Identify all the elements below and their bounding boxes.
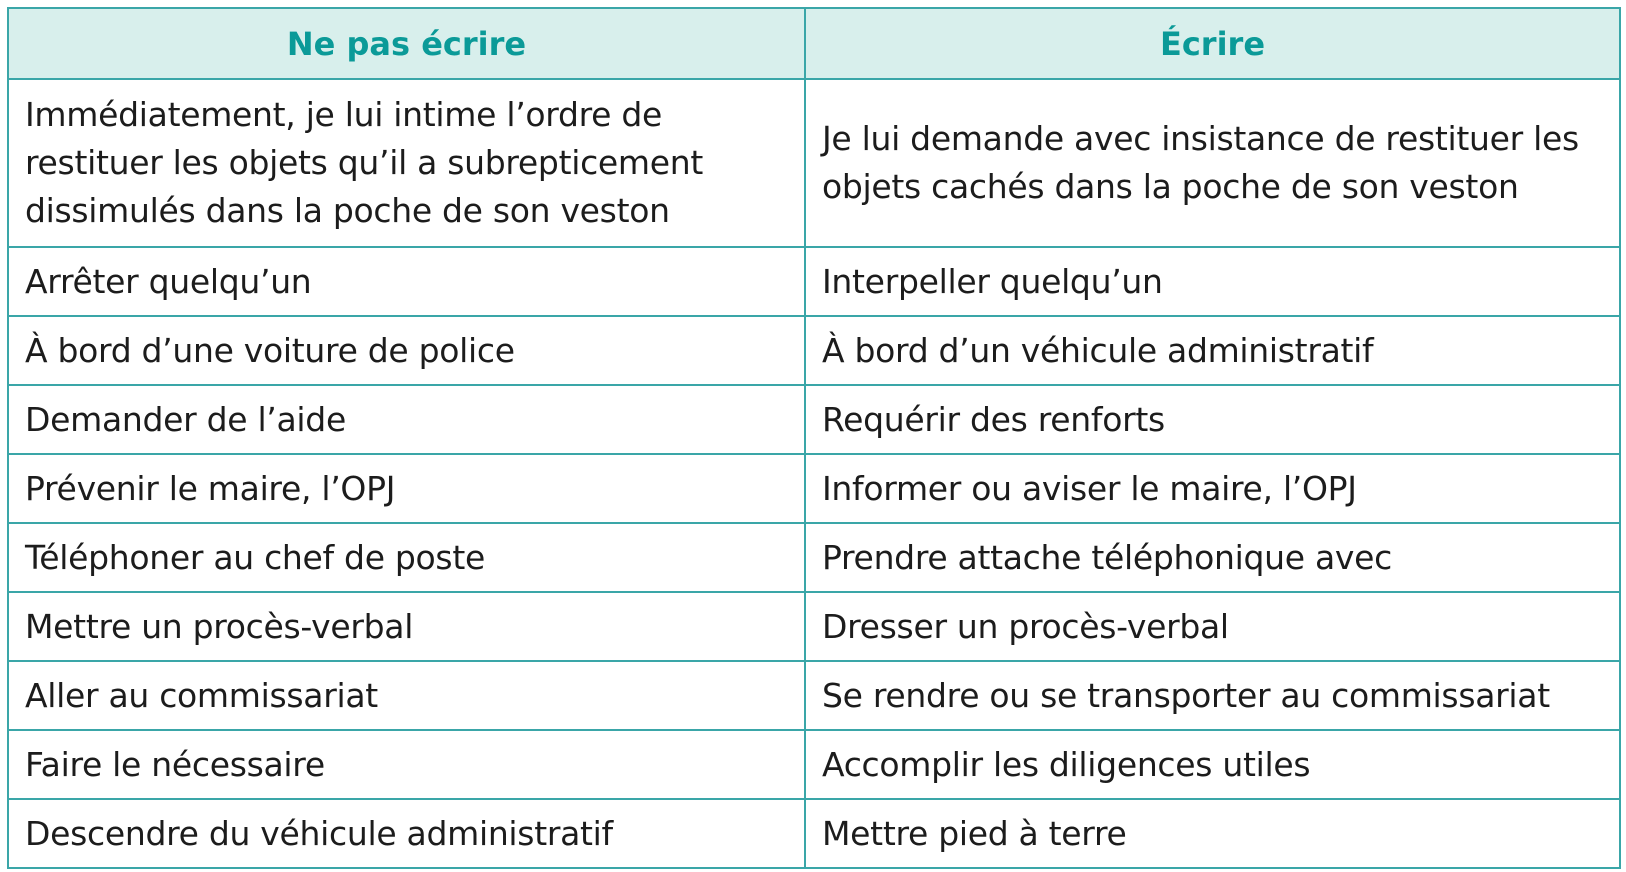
- comparison-table: [7, 7, 1621, 869]
- cell-write: Prendre attache téléphonique avec: [805, 523, 1620, 592]
- cell-do-not-write: Arrêter quelqu’un: [8, 247, 805, 316]
- comparison-table-container: [7, 7, 1619, 869]
- cell-do-not-write: Descendre du véhicule administratif: [8, 799, 805, 868]
- cell-do-not-write: Aller au commissariat: [8, 661, 805, 730]
- table-row: [8, 247, 1620, 316]
- table-row: [8, 454, 1620, 523]
- table-row: [8, 385, 1620, 454]
- cell-do-not-write: Demander de l’aide: [8, 385, 805, 454]
- cell-write: Mettre pied à terre: [805, 799, 1620, 868]
- cell-do-not-write: Mettre un procès-verbal: [8, 592, 805, 661]
- table-row: [8, 316, 1620, 385]
- header-write: Écrire: [805, 8, 1620, 79]
- cell-do-not-write: Faire le nécessaire: [8, 730, 805, 799]
- header-do-not-write: Ne pas écrire: [8, 8, 805, 79]
- cell-write: Dresser un procès-verbal: [805, 592, 1620, 661]
- cell-do-not-write: Prévenir le maire, l’OPJ: [8, 454, 805, 523]
- table-row: [8, 799, 1620, 868]
- cell-do-not-write: À bord d’une voiture de police: [8, 316, 805, 385]
- cell-do-not-write: Immédiatement, je lui intime l’ordre de restituer les objets qu’il a subrepticement dissimulés dans la poche de son veston: [8, 79, 805, 247]
- table-row: [8, 661, 1620, 730]
- cell-write: Accomplir les diligences utiles: [805, 730, 1620, 799]
- cell-write: Interpeller quelqu’un: [805, 247, 1620, 316]
- cell-write: À bord d’un véhicule administratif: [805, 316, 1620, 385]
- cell-do-not-write: Téléphoner au chef de poste: [8, 523, 805, 592]
- cell-write: Se rendre ou se transporter au commissariat: [805, 661, 1620, 730]
- table-row: [8, 523, 1620, 592]
- table-row: [8, 79, 1620, 247]
- table-row: [8, 730, 1620, 799]
- cell-write: Informer ou aviser le maire, l’OPJ: [805, 454, 1620, 523]
- cell-write: Je lui demande avec insistance de restituer les objets cachés dans la poche de son veston: [805, 79, 1620, 247]
- cell-write: Requérir des renforts: [805, 385, 1620, 454]
- table-row: [8, 592, 1620, 661]
- table-header-row: [8, 8, 1620, 79]
